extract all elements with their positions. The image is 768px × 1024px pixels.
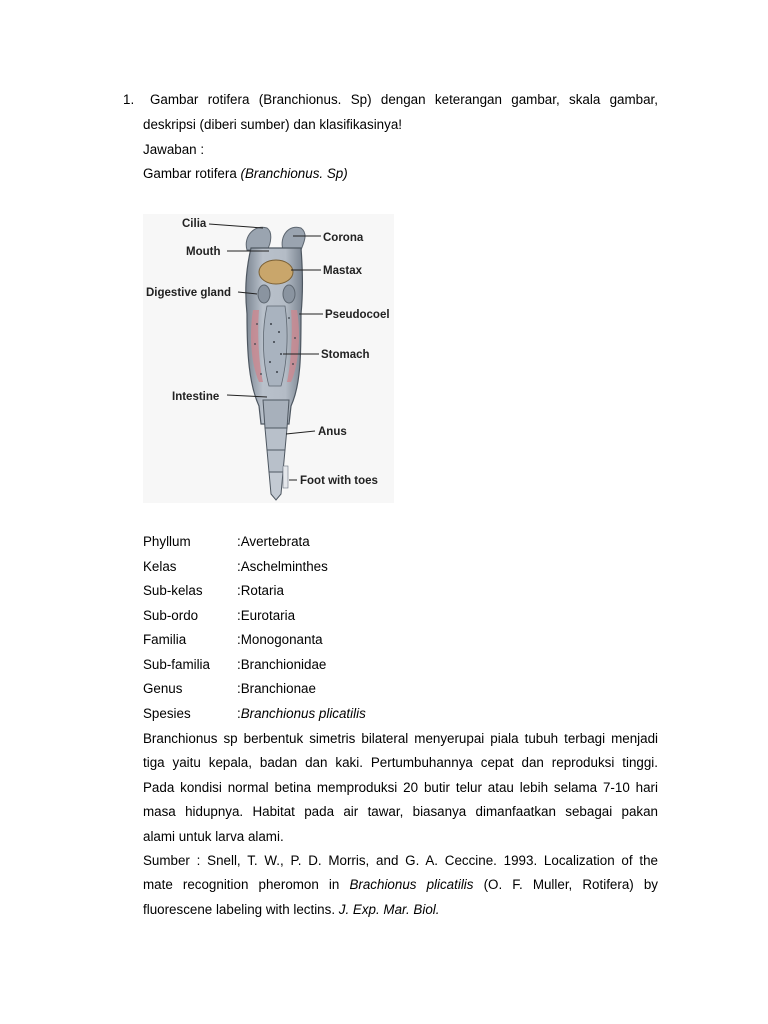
label-anus: Anus xyxy=(318,426,347,438)
description-line: Branchionus sp berbentuk simetris bilateral menyerupai piala tubuh terbagi menjadi xyxy=(143,731,658,746)
classification-value: :Eurotaria xyxy=(237,608,296,623)
label-digestive-gland: Digestive gland xyxy=(146,287,231,299)
question-number: 1. xyxy=(123,92,135,107)
digestive-gland-shape xyxy=(258,285,270,303)
classification-value: :Monogonanta xyxy=(237,632,323,647)
source-species: Brachionus plicatilis xyxy=(349,877,474,893)
description-paragraph xyxy=(143,727,658,849)
classification-value: :Avertebrata xyxy=(237,534,310,549)
description-line: tiga yaitu kepala, badan dan kaki. Pertumbuhannya cepat dan reproduksi tinggi. xyxy=(143,755,658,771)
classification-value: :Branchionidae xyxy=(237,657,327,672)
source-line-3: fluorescene labeling with lectins. J. Exp. Mar. Biol. xyxy=(143,901,440,917)
label-mastax: Mastax xyxy=(323,265,362,277)
label-cilia: Cilia xyxy=(182,218,207,230)
source-paragraph xyxy=(143,849,658,922)
stomach-shape xyxy=(263,306,287,386)
label-foot-with-toes: Foot with toes xyxy=(300,475,378,487)
source-journal: J. Exp. Mar. Biol. xyxy=(338,901,440,917)
classification-label: Sub-kelas xyxy=(143,583,203,598)
classification-label: Sub-familia xyxy=(143,657,210,672)
toes-shape xyxy=(269,472,283,500)
foot-segment-1 xyxy=(265,428,287,450)
species-name: Branchionus plicatilis xyxy=(240,706,366,721)
classification-value: :Branchionus plicatilis xyxy=(237,706,366,721)
corona-lobe-right xyxy=(282,227,305,250)
mastax-shape xyxy=(259,260,293,284)
answer-label: Jawaban : xyxy=(143,142,205,157)
classification-value: :Branchionae xyxy=(237,681,316,696)
label-corona: Corona xyxy=(323,232,364,244)
rotifer-diagram xyxy=(143,214,394,503)
description-line: Pada kondisi normal betina memproduksi 20 butir telur atau lebih selama 7-10 hari xyxy=(143,779,658,795)
figure-caption-genus: (Branchionus. Sp) xyxy=(240,166,348,181)
question-line-1: Gambar rotifera (Branchionus. Sp) dengan keterangan gambar, skala gambar, xyxy=(150,92,658,107)
classification-label: Kelas xyxy=(143,559,177,574)
classification-label: Familia xyxy=(143,632,187,647)
classification-label: Spesies xyxy=(143,706,191,721)
classification-label: Genus xyxy=(143,681,183,696)
classification-label: Sub-ordo xyxy=(143,608,199,623)
label-pseudocoel: Pseudocoel xyxy=(325,309,390,321)
classification-label: Phyllum xyxy=(143,534,191,549)
foot-segment-2 xyxy=(267,450,285,472)
description-line: alami untuk larva alami. xyxy=(143,828,284,844)
question-line-2: deskripsi (diberi sumber) dan klasifikasinya! xyxy=(143,117,402,132)
source-line-1: Sumber : Snell, T. W., P. D. Morris, and G. A. Ceccine. 1993. Localization of the xyxy=(143,853,658,868)
corona-lobe-left xyxy=(246,227,271,250)
classification-value: :Aschelminthes xyxy=(237,559,328,574)
classification-value: :Rotaria xyxy=(237,583,284,598)
description-line: masa hidupnya. Habitat pada air tawar, biasanya dimanfaatkan sebagai pakan xyxy=(143,804,658,820)
figure-caption: Gambar rotifera (Branchionus. Sp) xyxy=(143,166,348,181)
label-intestine: Intestine xyxy=(172,391,220,403)
source-line-2: mate recognition pheromon in Brachionus plicatilis (O. F. Muller, Rotifera) by xyxy=(143,877,658,893)
intestine-shape xyxy=(263,400,289,428)
label-stomach: Stomach xyxy=(321,349,370,361)
label-mouth: Mouth xyxy=(186,246,221,258)
